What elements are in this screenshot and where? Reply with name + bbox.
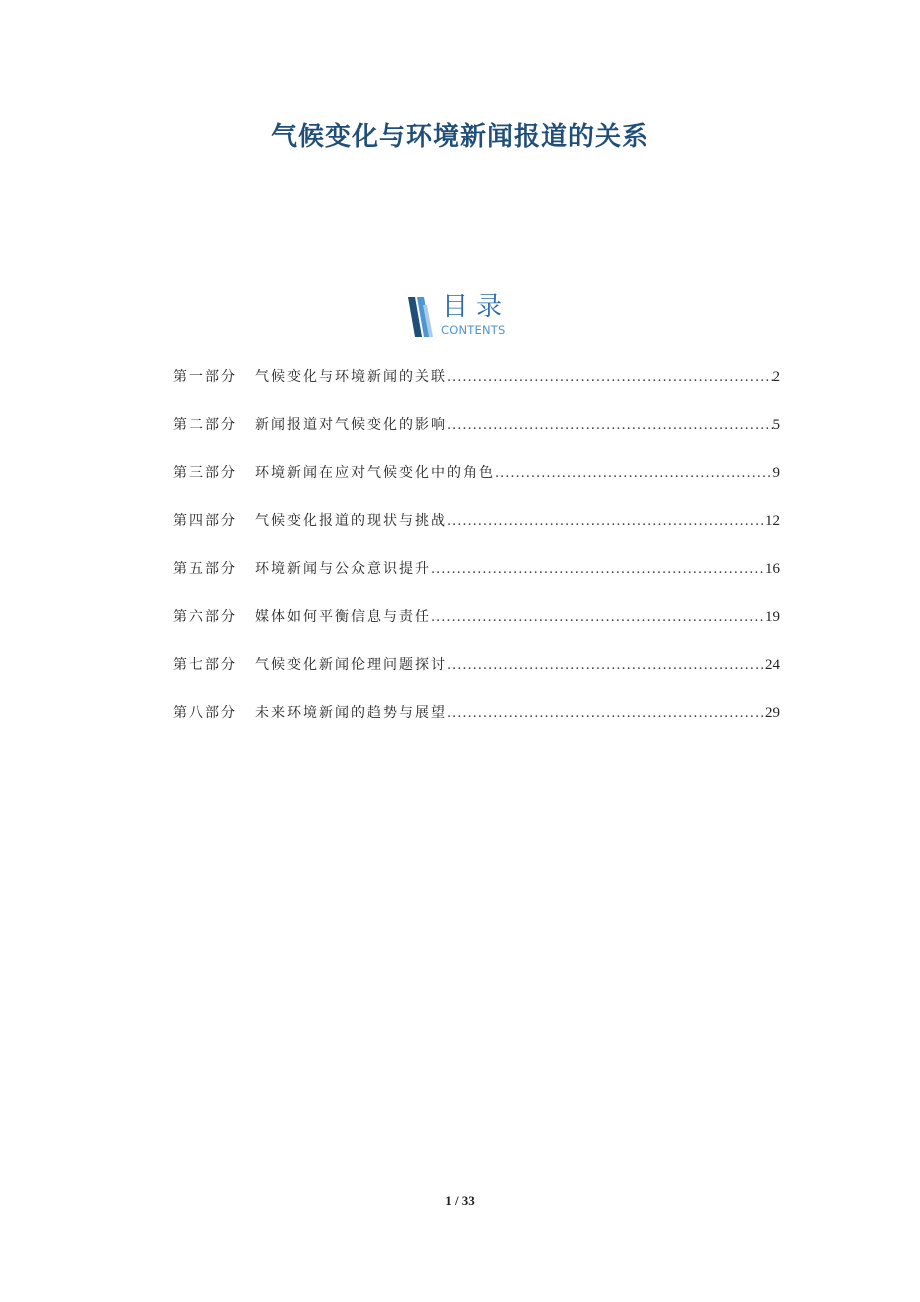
toc-part-label: 第四部分 <box>173 513 237 529</box>
toc-page-number: 16 <box>765 561 780 577</box>
toc-page-number: 29 <box>765 705 780 721</box>
toc-entry-title: 媒体如何平衡信息与责任 <box>255 609 431 625</box>
toc-entry[interactable] <box>173 510 780 558</box>
toc-entry[interactable] <box>173 462 780 510</box>
toc-part-label: 第五部分 <box>173 561 237 577</box>
toc-entry-title: 未来环境新闻的趋势与展望 <box>255 705 447 721</box>
toc-dot-leader <box>447 367 773 389</box>
toc-dot-leader <box>447 415 773 437</box>
toc-entry-title: 环境新闻与公众意识提升 <box>255 561 431 577</box>
toc-dot-leader <box>431 559 765 581</box>
toc-page-number: 9 <box>772 465 780 481</box>
toc-logo-icon <box>408 295 434 339</box>
toc-part-label: 第六部分 <box>173 609 237 625</box>
toc-entry-title: 气候变化与环境新闻的关联 <box>255 369 447 385</box>
toc-entry-title: 环境新闻在应对气候变化中的角色 <box>255 465 495 481</box>
toc-entry[interactable] <box>173 654 780 702</box>
toc-page-number: 2 <box>772 369 780 385</box>
toc-page-number: 19 <box>765 609 780 625</box>
toc-part-label: 第一部分 <box>173 369 237 385</box>
toc-dot-leader <box>447 655 765 677</box>
toc-dot-leader <box>447 511 765 533</box>
toc-entry[interactable] <box>173 366 780 414</box>
toc-page-number: 5 <box>772 417 780 433</box>
toc-heading: 目录 <box>442 292 511 322</box>
toc-entry[interactable] <box>173 702 780 750</box>
toc-part-label: 第七部分 <box>173 657 237 673</box>
toc-entry-title: 新闻报道对气候变化的影响 <box>255 417 447 433</box>
toc-page-number: 24 <box>765 657 780 673</box>
toc-list <box>173 366 780 750</box>
toc-entry[interactable] <box>173 558 780 606</box>
toc-part-label: 第二部分 <box>173 417 237 433</box>
toc-subheading: CONTENTS <box>441 323 506 337</box>
toc-dot-leader <box>431 607 765 629</box>
toc-entry-title: 气候变化新闻伦理问题探讨 <box>255 657 447 673</box>
toc-part-label: 第三部分 <box>173 465 237 481</box>
page-number-footer: 1 / 33 <box>445 1193 475 1208</box>
toc-entry[interactable] <box>173 606 780 654</box>
document-title: 气候变化与环境新闻报道的关系 <box>270 122 649 152</box>
toc-entry[interactable] <box>173 414 780 462</box>
toc-entry-title: 气候变化报道的现状与挑战 <box>255 513 447 529</box>
toc-header <box>408 292 538 342</box>
toc-page-number: 12 <box>765 513 780 529</box>
toc-dot-leader <box>495 463 773 485</box>
toc-part-label: 第八部分 <box>173 705 237 721</box>
toc-dot-leader <box>447 703 765 725</box>
